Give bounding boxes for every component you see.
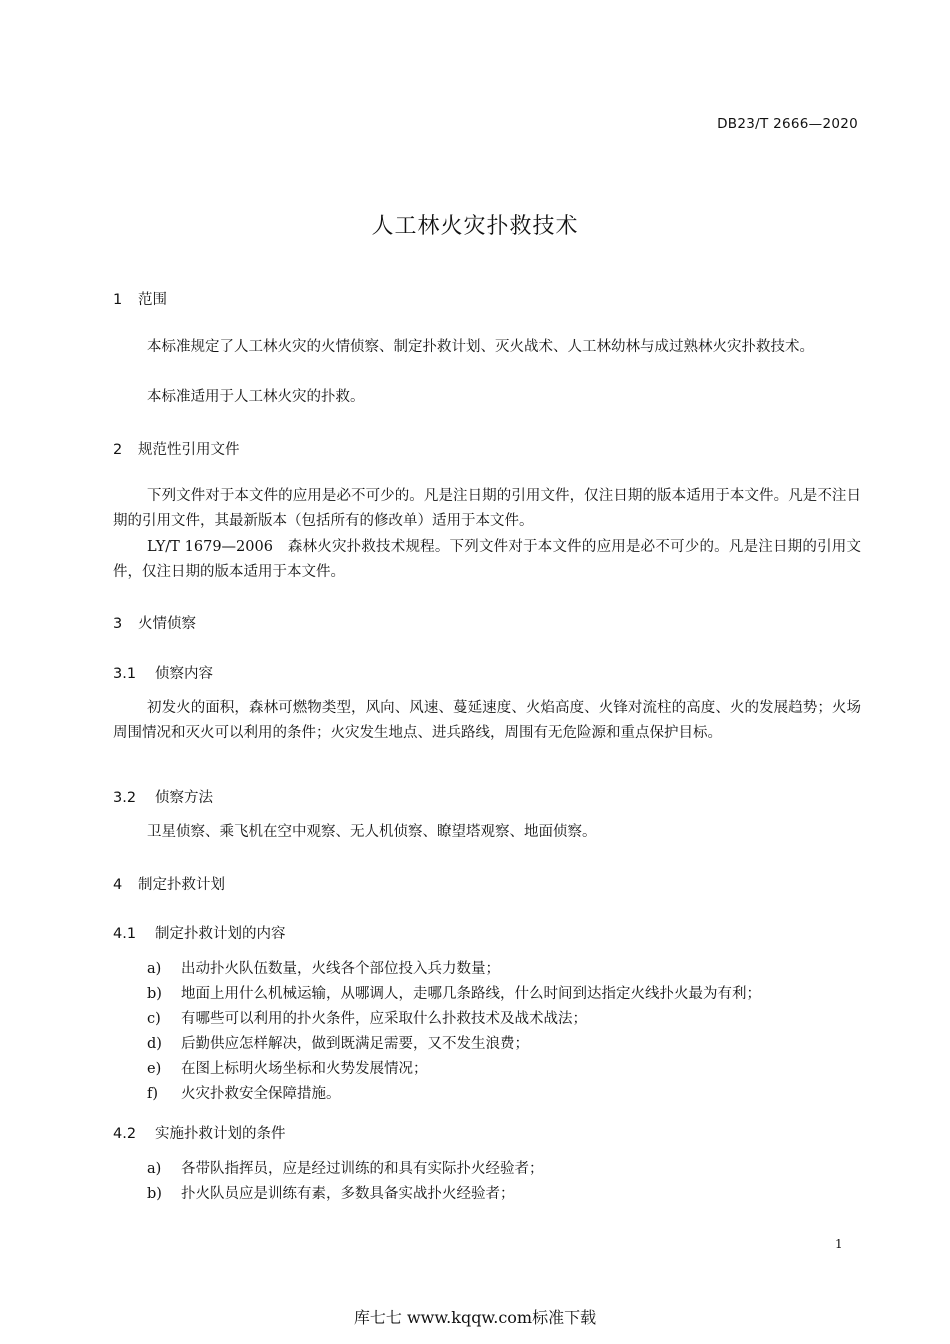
section-4-heading <box>113 873 225 894</box>
list-text: 地面上用什么机械运输，从哪调人，走哪几条路线，什么时间到达指定火线扑火最为有利； <box>181 986 761 1002</box>
section-1-heading <box>113 288 167 309</box>
list-text: 在图上标明火场坐标和火势发展情况； <box>181 1061 428 1077</box>
requirement-list <box>147 1157 544 1207</box>
list-item <box>147 1182 544 1207</box>
list-label: b) <box>147 1186 162 1202</box>
section-title: 规范性引用文件 <box>138 442 240 458</box>
subsection-4-1-heading <box>113 922 286 943</box>
paragraph: 卫星侦察、乘飞机在空中观察、无人机侦察、瞭望塔观察、地面侦察。 <box>147 824 597 840</box>
list-item <box>147 1057 761 1082</box>
paragraph: 本标准适用于人工林火灾的扑救。 <box>147 389 365 405</box>
list-label: a) <box>147 961 162 977</box>
list-text: 有哪些可以利用的扑火条件，应采取什么扑救技术及战术战法； <box>181 1011 587 1027</box>
list-label: a) <box>147 1161 162 1177</box>
subsection-title: 制定扑救计划的内容 <box>155 926 286 942</box>
subsection-4-2-heading <box>113 1122 286 1143</box>
subsection-3-1-heading <box>113 662 213 683</box>
list-label: b) <box>147 986 162 1002</box>
list-item <box>147 1157 544 1182</box>
section-number: 2 <box>113 442 123 458</box>
paragraph: LY/T 1679—2006 森林火灾扑救技术规程。下列文件对于本文件的应用是必不可少的。凡是注日期的引用文件，仅注日期的版本适用于本文件。 <box>113 539 861 580</box>
list-text: 出动扑火队伍数量，火线各个部位投入兵力数量； <box>181 961 500 977</box>
subsection-title: 侦察内容 <box>155 666 213 682</box>
watermark-footer: 库七七 www.kqqw.com标准下载 <box>353 1308 597 1327</box>
standard-code: DB23/T 2666—2020 <box>717 116 858 132</box>
list-text: 扑火队员应是训练有素，多数具备实战扑火经验者； <box>181 1186 515 1202</box>
section-title: 范围 <box>138 292 167 308</box>
section-2-heading <box>113 438 240 459</box>
list-text: 各带队指挥员，应是经过训练的和具有实际扑火经验者； <box>181 1161 544 1177</box>
section-title: 火情侦察 <box>138 616 196 632</box>
subsection-title: 实施扑救计划的条件 <box>155 1126 286 1142</box>
list-item <box>147 982 761 1007</box>
list-item <box>147 1032 761 1057</box>
page-number: 1 <box>835 1237 843 1251</box>
subsection-number: 3.1 <box>113 666 137 682</box>
document-title: 人工林火灾扑救技术 <box>371 214 579 239</box>
section-number: 4 <box>113 877 123 893</box>
subsection-number: 4.2 <box>113 1126 137 1142</box>
list-label: e) <box>147 1061 162 1077</box>
list-text: 后勤供应怎样解决，做到既满足需要，又不发生浪费； <box>181 1036 529 1052</box>
section-number: 1 <box>113 292 123 308</box>
list-item <box>147 1007 761 1032</box>
section-3-heading <box>113 612 196 633</box>
paragraph: 初发火的面积，森林可燃物类型，风向、风速、蔓延速度、火焰高度、火锋对流柱的高度、火的发展趋势；火场周围情况和灭火可以利用的条件；火灾发生地点、进兵路线，周围有无危险源和重点保护目标。 <box>113 700 861 741</box>
subsection-number: 3.2 <box>113 790 137 806</box>
list-label: d) <box>147 1036 162 1052</box>
subsection-3-2-heading <box>113 786 213 807</box>
subsection-title: 侦察方法 <box>155 790 213 806</box>
list-label: c) <box>147 1011 161 1027</box>
subsection-number: 4.1 <box>113 926 137 942</box>
section-number: 3 <box>113 616 123 632</box>
requirement-list <box>147 957 761 1107</box>
paragraph: 下列文件对于本文件的应用是必不可少的。凡是注日期的引用文件，仅注日期的版本适用于本文件。凡是不注日期的引用文件，其最新版本（包括所有的修改单）适用于本文件。 <box>113 488 861 529</box>
list-item <box>147 1082 761 1107</box>
list-text: 火灾扑救安全保障措施。 <box>181 1086 341 1102</box>
paragraph: 本标准规定了人工林火灾的火情侦察、制定扑救计划、灭火战术、人工林幼林与成过熟林火灾扑救技术。 <box>147 339 814 355</box>
list-label: f) <box>147 1086 159 1102</box>
section-title: 制定扑救计划 <box>138 877 225 893</box>
list-item <box>147 957 761 982</box>
